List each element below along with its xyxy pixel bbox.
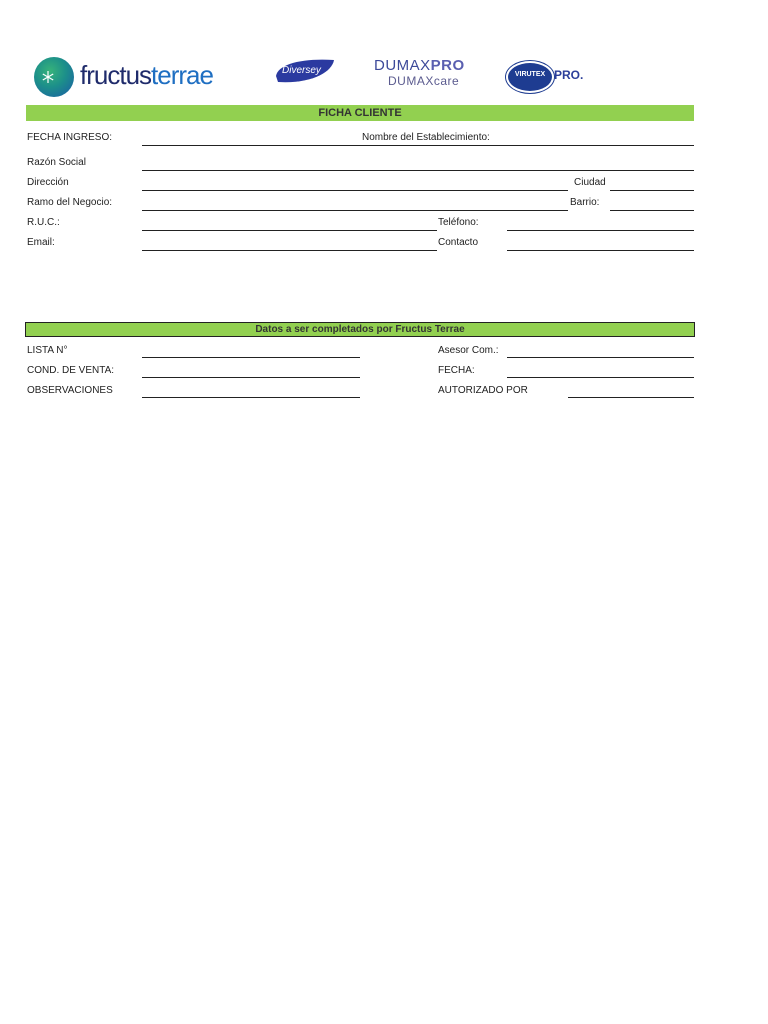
cond-venta-field[interactable] [142,377,360,378]
dumax-pro-text [374,57,465,74]
dumax-pro-suffix: PRO [430,57,465,74]
razon-social-field[interactable] [142,170,694,171]
lista-field[interactable] [142,357,360,358]
direccion-label: Dirección [27,177,69,188]
nombre-establecimiento-label: Nombre del Establecimiento: [362,132,490,143]
ruc-label: R.U.C.: [27,217,60,228]
ficha-cliente-title: FICHA CLIENTE [318,107,402,119]
autorizado-field[interactable] [568,397,694,398]
ciudad-field[interactable] [610,190,694,191]
terrae-text: terrae [151,60,213,90]
dumax-care-text: DUMAXcare [388,74,460,88]
direccion-field[interactable] [142,190,568,191]
fecha-ingreso-label: FECHA INGRESO: [27,132,113,143]
ramo-negocio-field[interactable] [142,210,568,211]
observaciones-field[interactable] [142,397,360,398]
ficha-cliente-header [26,105,694,121]
contacto-field[interactable] [507,250,694,251]
lista-label: LISTA N° [27,345,68,356]
fecha-ingreso-field[interactable] [142,145,694,146]
asesor-label: Asesor Com.: [438,345,499,356]
telefono-label: Teléfono: [438,217,479,228]
virutex-logo [506,61,554,93]
email-field[interactable] [142,250,437,251]
cond-venta-label: COND. DE VENTA: [27,365,115,376]
fructus-terrae-wordmark [80,60,213,91]
virutex-pro-text: PRO. [554,68,584,82]
virutex-text: VIRUTEX [514,71,546,78]
asesor-field[interactable] [507,357,694,358]
dumax-text: DUMAX [374,57,431,74]
datos-fructus-title: Datos a ser completados por Fructus Terrae [255,324,465,335]
fructus-text: fructus [80,60,152,90]
telefono-field[interactable] [507,230,694,231]
autorizado-label: AUTORIZADO POR [438,385,528,396]
observaciones-label: OBSERVACIONES [27,385,113,396]
fecha-label: FECHA: [438,365,475,376]
barrio-field[interactable] [610,210,694,211]
razon-social-label: Razón Social [27,157,86,168]
contacto-label: Contacto [438,237,479,248]
datos-fructus-header [25,322,695,337]
diversey-text: Diversey [282,65,321,76]
snowflake-icon [34,57,74,97]
barrio-label: Barrio: [570,197,600,208]
diversey-logo [272,56,338,86]
email-label: Email: [27,237,55,248]
ruc-field[interactable] [142,230,437,231]
fecha-field[interactable] [507,377,694,378]
ramo-negocio-label: Ramo del Negocio: [27,197,113,208]
ciudad-label: Ciudad [574,177,606,188]
